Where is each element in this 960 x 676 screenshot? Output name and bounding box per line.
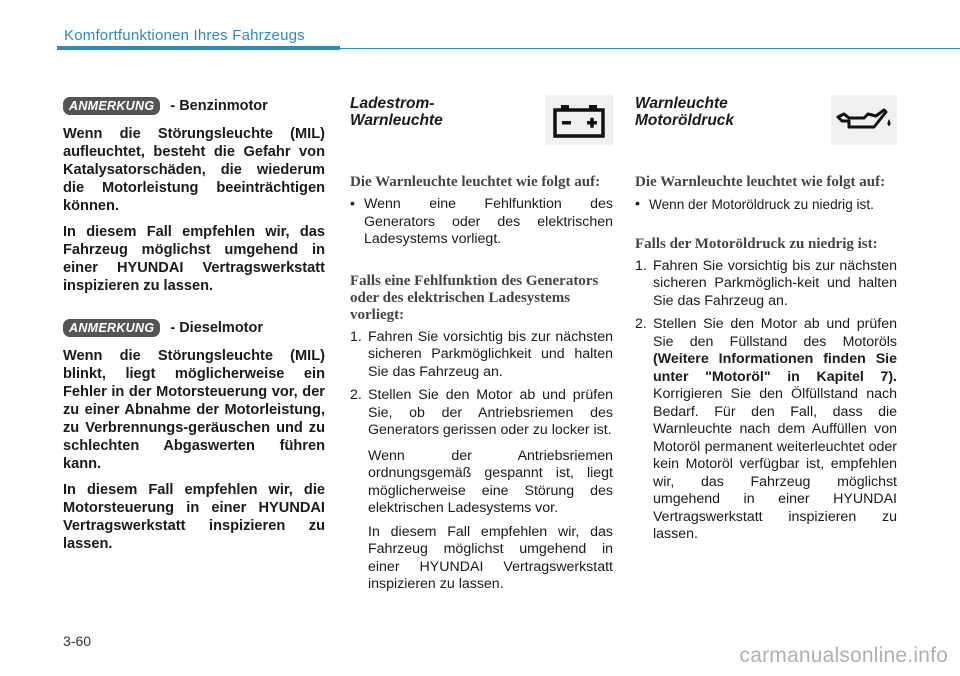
note-paragraph: Wenn die Störungsleuchte (MIL) aufleuchtet, besteht die Gefahr von Katalysatorschäden, die wiederum die Motorleistung beeinträchtigen können. (63, 126, 325, 214)
step-number: 1. (635, 257, 647, 274)
subheading: Falls der Motoröldruck zu niedrig ist: (635, 235, 878, 252)
page-number: 3-60 (63, 633, 92, 649)
section-title (635, 95, 734, 129)
step-number: 1. (350, 328, 362, 345)
section-title-line: Motoröldruck (635, 112, 735, 129)
bullet-text: Wenn der Motoröldruck zu niedrig ist. (649, 197, 874, 212)
section-title-line: Ladestrom- (350, 95, 435, 112)
bullet-item (350, 196, 613, 249)
battery-icon (545, 95, 613, 145)
section-title (350, 95, 443, 129)
bullet-mark: • (635, 196, 640, 212)
step-text-part: Korrigieren Sie den Ölfüllstand nach Bedarf. Für den Fall, dass die Warnleuchte nach dem Auffüllen von Motoröl permanent weiterleuchtet oder kein Motoröl verfügbar ist, empfehlen wir, das Fahrzeug möglichst umgehend in einer HYUNDAI Vertragswerkstatt inspizieren zu lassen. (653, 386, 897, 542)
step-note: Wenn der Antriebsriemen ordnungsgemäß gespannt ist, liegt möglicherweise eine Störung des elektrischen Ladesystems vor. (368, 447, 613, 516)
bullet-mark: • (350, 196, 355, 212)
header-rule-thin (340, 48, 960, 49)
chapter-title: Komfortfunktionen Ihres Fahrzeugs (64, 27, 305, 44)
section-title-line: Warnleuchte (350, 112, 443, 129)
oil-can-icon (831, 95, 897, 145)
note-badge: ANMERKUNG (63, 97, 160, 115)
numbered-step (635, 258, 897, 311)
step-text: Fahren Sie vorsichtig bis zur nächsten sicheren Parkmöglichkeit und halten Sie das Fahrzeug an. (368, 328, 613, 380)
section-heading (635, 95, 897, 147)
note-badge: ANMERKUNG (63, 319, 160, 337)
step-text: Fahren Sie vorsichtig bis zur nächsten sicheren Parkmöglich-keit und halten Sie das Fahrzeug an. (653, 257, 897, 309)
subheading: Die Warnleuchte leuchtet wie folgt auf: (350, 174, 601, 190)
watermark: carmanualsonline.info (739, 644, 948, 667)
subheading: Falls eine Fehlfunktion des Generators oder des elektrischen Ladesystems vorliegt: (350, 272, 599, 323)
middle-column (350, 95, 613, 594)
step-text (653, 316, 897, 544)
section-title-line: Warnleuchte (635, 95, 728, 112)
step-text-reference: (Weitere Informationen finden Sie unter "Motoröl" in Kapitel 7). (653, 351, 897, 385)
numbered-step (635, 316, 897, 544)
note-paragraph: In diesem Fall empfehlen wir, das Fahrzeug möglichst umgehend in einer HYUNDAI Vertragswerkstatt inspizieren zu lassen. (63, 224, 325, 294)
step-text: Stellen Sie den Motor ab und prüfen Sie, ob der Antriebsriemen des Generators gerissen oder zu locker ist. (368, 387, 613, 438)
note-petrol-heading (63, 95, 325, 117)
step-note: In diesem Fall empfehlen wir, das Fahrzeug möglichst umgehend in einer HYUNDAI Vertragswerkstatt inspizieren zu lassen. (368, 523, 613, 592)
left-column (63, 95, 325, 561)
numbered-step (350, 387, 613, 440)
step-number: 2. (635, 316, 647, 332)
right-column (635, 95, 897, 544)
note-suffix: - Dieselmotor (170, 320, 264, 336)
bullet-text: Wenn eine Fehlfunktion des Generators oder des elektrischen Ladesystems vorliegt. (364, 196, 613, 247)
header-rule-thick (57, 46, 340, 50)
note-suffix: - Benzinmotor (170, 98, 268, 114)
subheading: Die Warnleuchte leuchtet wie folgt auf: (635, 174, 886, 190)
numbered-step (350, 329, 613, 382)
step-text-part: Stellen Sie den Motor ab und prüfen Sie den Füllstand des Motoröls (653, 316, 897, 350)
section-heading (350, 95, 613, 147)
step-number: 2. (350, 387, 362, 403)
note-diesel-heading (63, 317, 325, 339)
note-paragraph: In diesem Fall empfehlen wir, die Motorsteuerung in einer HYUNDAI Vertragswerkstatt inspizieren zu lassen. (63, 482, 325, 552)
bullet-item (635, 196, 897, 214)
note-paragraph: Wenn die Störungsleuchte (MIL) blinkt, liegt möglicherweise ein Fehler in der Motorsteuerung vor, der zu einer Abnahme der Motorleistung, zu Verbrennungs-geräuschen und zu schlechten Abgaswerten führen kann. (63, 348, 325, 472)
